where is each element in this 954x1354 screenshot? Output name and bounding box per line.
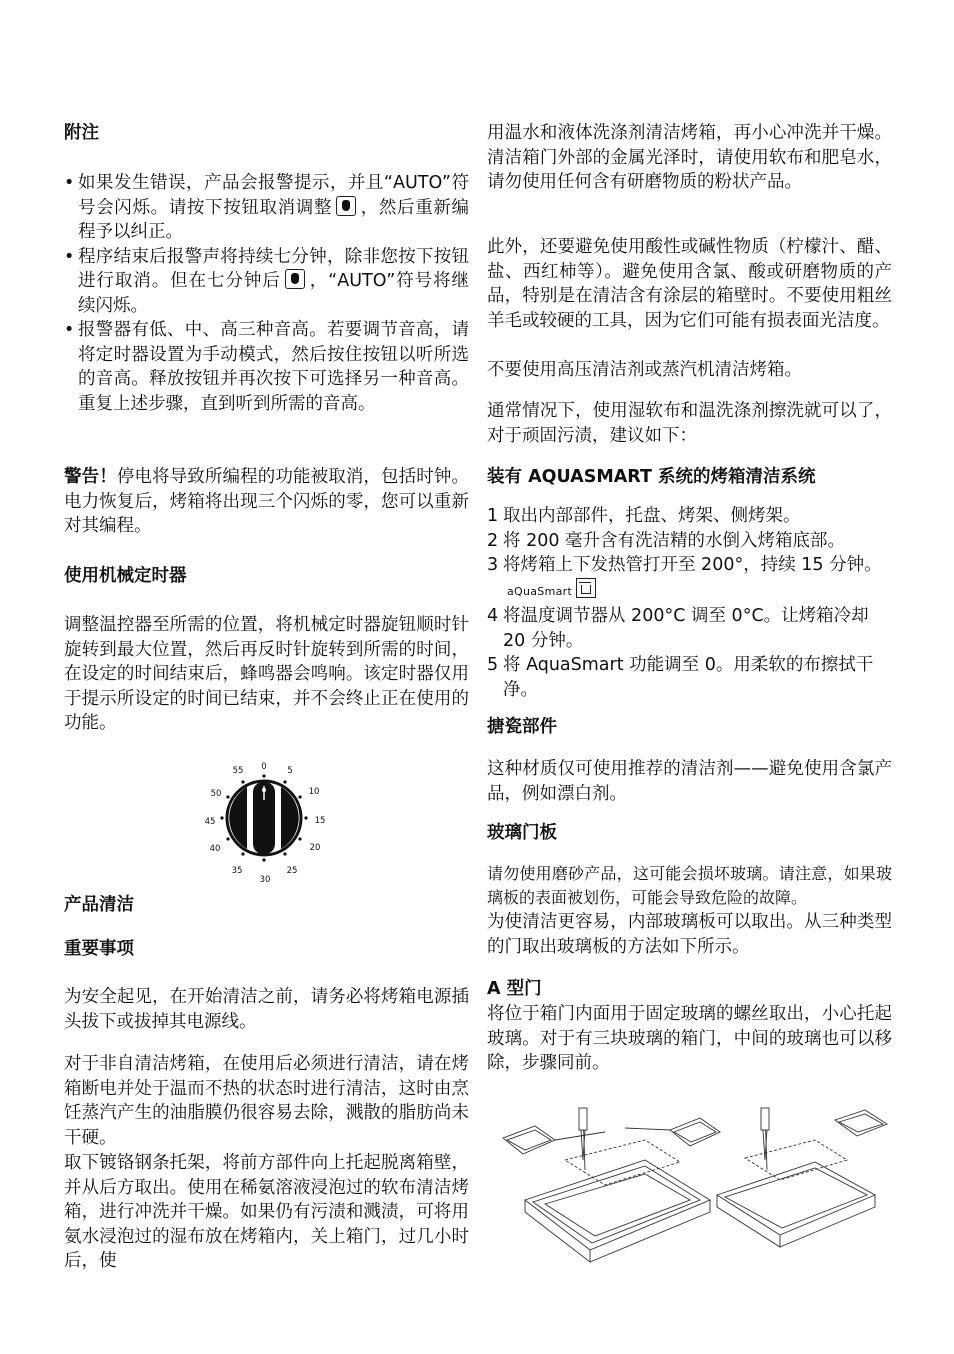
dial-label-55: 55 (232, 766, 244, 776)
aquasmart-step-1: 1 取出内部部件，托盘、烤架、侧烤架。 (487, 506, 801, 526)
dial-label-50: 50 (210, 789, 222, 799)
dial-label-15: 15 (314, 816, 326, 826)
continued-paragraph: 用温水和液体洗涤剂清洁烤箱，再小心冲洗并干燥。清洁箱门外部的金属光泽时，请使用软布和肥皂水，请勿使用任何含有研磨物质的粉状产品。 (487, 123, 892, 192)
note-bullet-list (64, 171, 469, 416)
timer-dial-figure (202, 760, 330, 888)
enamel-title: 搪瓷部件 (487, 717, 557, 737)
note-title: 附注 (64, 123, 99, 143)
normal-cleaning-paragraph: 通常情况下，使用湿软布和温洗涤剂擦洗就可以了，对于顽固污渍，建议如下： (487, 401, 892, 446)
door-a-illustration (495, 1100, 895, 1270)
door-a-title: A 型门 (487, 979, 542, 999)
cleaning-title: 产品清洁 (64, 895, 134, 915)
note-bullet-3: • 报警器有低、中、高三种音高。若要调节音高，请将定时器设置为手动模式，然后按住按钮以听所选的音高。释放按钮并再次按下可选择另一种音高。重复上述步骤，直到听到所需的音高。 (64, 318, 469, 416)
avoid-chemicals-paragraph: 此外，还要避免使用酸性或碱性物质（柠檬汁、醋、盐、西红柿等）。避免使用含氯、酸或研磨物质的产品，特别是在清洁含有涂层的箱壁时。不要使用粗丝羊毛或较硬的工具，因为它们可能有损表面光洁度。 (487, 237, 892, 331)
note-bullet-1: • 如果发生错误，产品会报警提示，并且“AUTO”符号会闪烁。请按下按钮取消调整 ，然后重新编程予以纠正。 (64, 171, 469, 245)
warning-paragraph: 警告！停电将导致所编程的功能被取消，包括时钟。电力恢复后，烤箱将出现三个闪烁的零，您可以重新对其编程。 (64, 467, 470, 536)
dial-label-35: 35 (231, 866, 243, 876)
nonself-clean-paragraph: 对于非自清洁烤箱，在使用后必须进行清洁，请在烤箱断电并处于温而不热的状态时进行清洁，这时由烹饪蒸汽产生的油脂膜仍很容易去除，溅散的脂肪尚未干硬。 (64, 1054, 469, 1148)
oven-icon (576, 578, 596, 598)
dial-label-45: 45 (204, 817, 216, 827)
dial-pointer-dot (262, 788, 266, 792)
aquasmart-title: 装有 AQUASMART 系统的烤箱清洁系统 (487, 467, 816, 487)
warning-label: 警告！ (64, 467, 117, 487)
high-pressure-paragraph: 不要使用高压清洁剂或蒸汽机清洁烤箱。 (487, 360, 802, 380)
hand-button-icon (336, 196, 356, 216)
dial-label-5: 5 (287, 766, 293, 776)
aquasmart-step-3: 3 将烤箱上下发热管打开至 200°，持续 15 分钟。aQuaSmart (487, 555, 882, 598)
aquasmart-step-5: 5 将 AquaSmart 功能调至 0。用柔软的布擦拭干净。 (487, 655, 874, 700)
dial-label-40: 40 (209, 844, 221, 854)
dial-left-lobe (229, 787, 247, 849)
timer-paragraph: 调整温控器至所需的位置，将机械定时器旋钮顺时针旋转到最大位置，然后再反时针旋转到所需的时间，在设定的时间结束后，蜂鸣器会鸣响。该定时器仅用于提示所设定的时间已结束，并不会终止正在使用的功能。 (64, 615, 469, 733)
glass-remove-paragraph: 为使清洁更容易，内部玻璃板可以取出。从三种类型的门取出玻璃板的方法如下所示。 (487, 912, 892, 957)
glass-warning-paragraph: 请勿使用磨砂产品，这可能会损坏玻璃。请注意，如果玻璃板的表面被划伤，可能会导致危险的故障。 (487, 864, 892, 907)
aquasmart-logo: aQuaSmart (507, 584, 573, 598)
door-illustration-left (503, 1108, 720, 1262)
remove-racks-paragraph: 取下镀铬钢条托架，将前方部件向上托起脱离箱壁，并从后方取出。使用在稀氨溶液浸泡过的软布清洁烤箱，进行冲洗并干燥。如果仍有污渍和溅渍，可将用氨水浸泡过的湿布放在烤箱内，关上箱门，过几小时后，使 (64, 1153, 469, 1271)
enamel-paragraph: 这种材质仅可使用推荐的清洁剂——避免使用含氯产品，例如漂白剂。 (487, 759, 892, 804)
dial-label-30: 30 (259, 875, 271, 885)
glass-title: 玻璃门板 (487, 823, 557, 843)
dial-right-lobe (281, 787, 299, 849)
timer-title: 使用机械定时器 (64, 566, 187, 586)
safety-paragraph: 为安全起见，在开始清洁之前，请务必将烤箱电源插头拔下或拔掉其电源线。 (64, 987, 469, 1032)
dial-label-20: 20 (309, 843, 321, 853)
aquasmart-steps (487, 504, 892, 702)
dial-label-25: 25 (286, 866, 298, 876)
note-bullet-2: • 程序结束后报警声将持续七分钟，除非您按下按钮进行取消。但在七分钟后 ，“AUTO”符号将继续闪烁。 (64, 245, 469, 319)
dial-label-0: 0 (261, 762, 267, 772)
hand-button-icon (285, 269, 305, 289)
important-title: 重要事项 (64, 939, 134, 959)
door-illustration-right (717, 1108, 887, 1247)
aquasmart-step-4: 4 将温度调节器从 200°C 调至 0°C。让烤箱冷却 20 分钟。 (487, 606, 869, 651)
aquasmart-step-2: 2 将 200 毫升含有洗洁精的水倒入烤箱底部。 (487, 530, 846, 551)
door-a-paragraph: 将位于箱门内面用于固定玻璃的螺丝取出，小心托起玻璃。对于有三块玻璃的箱门，中间的玻璃也可以移除，步骤同前。 (487, 1004, 892, 1073)
dial-label-10: 10 (308, 787, 320, 797)
